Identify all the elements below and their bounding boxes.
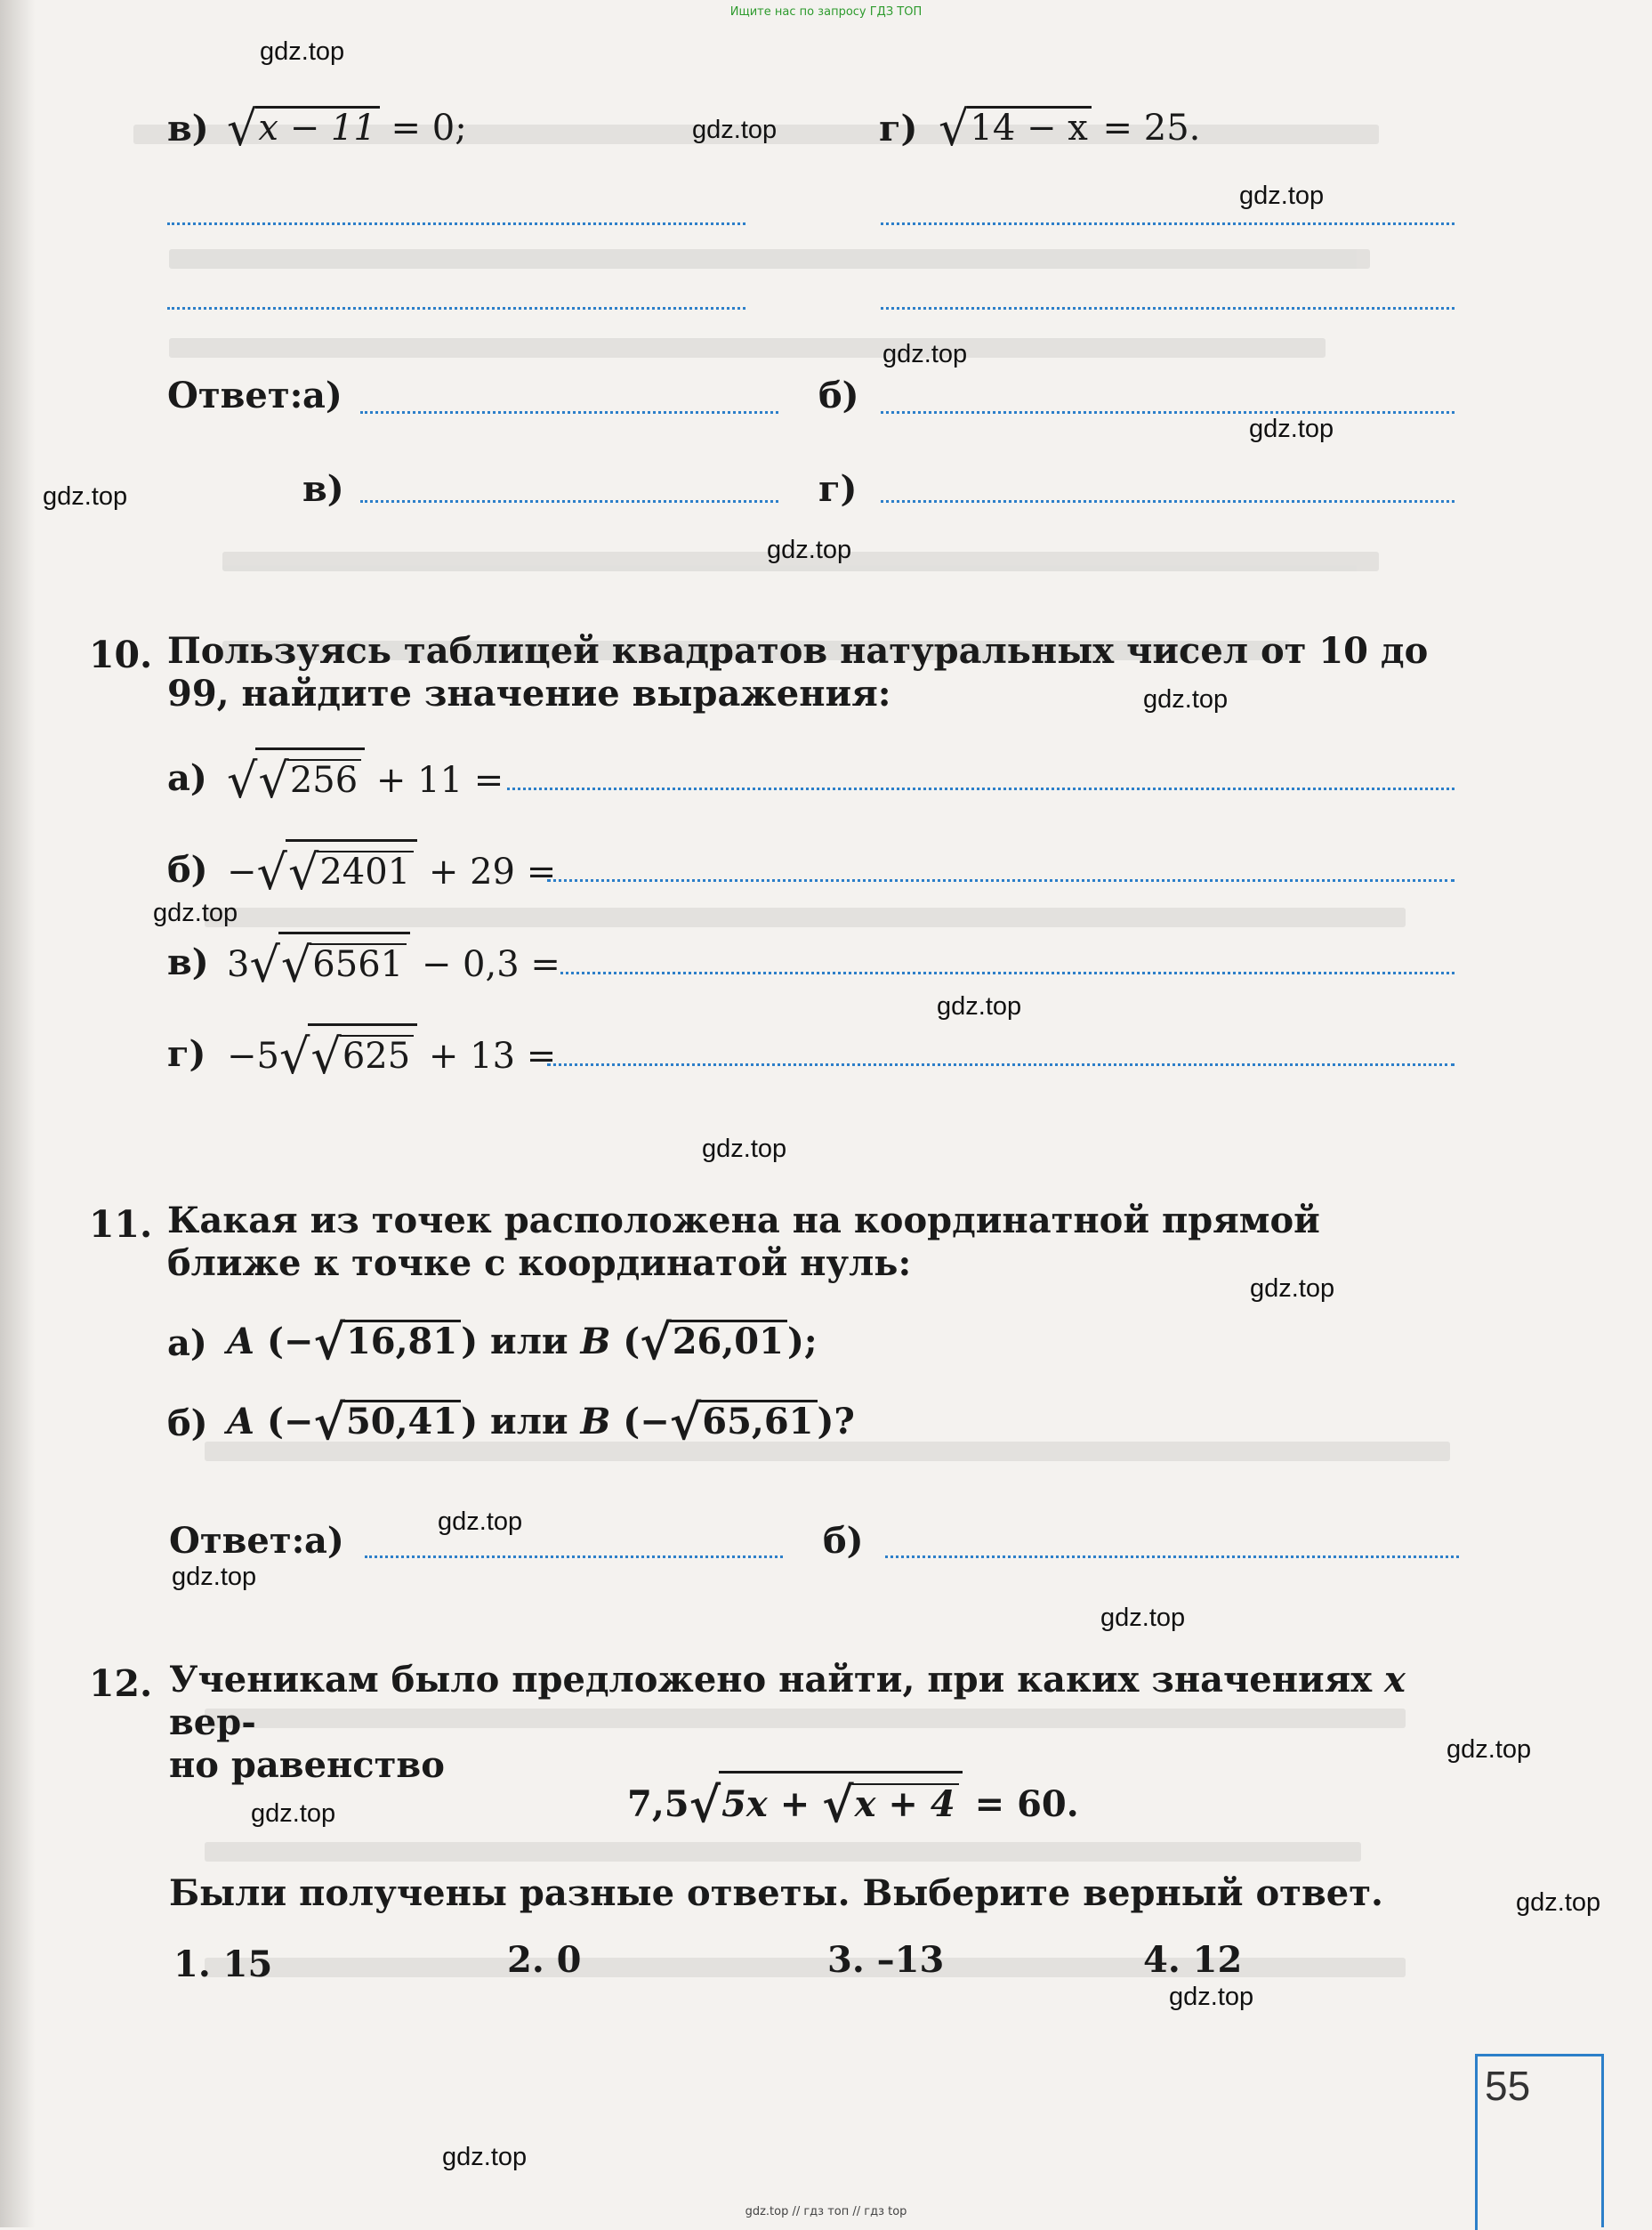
task9-v-radicand: x − 11 <box>255 106 379 146</box>
watermark: gdz.top <box>172 1563 257 1591</box>
task12-equation: 7,5√5x + √x + 4 = 60. <box>627 1771 1079 1823</box>
task11-a-expression: A (−√16,81 ) или B (√26,01 ); <box>227 1313 818 1370</box>
task9-g-expression: √14 − x = 25. <box>939 101 1201 157</box>
task11-text: Какая из точек расположена на координатной прямой ближе к точке с координатой нуль: <box>167 1200 1320 1284</box>
watermark: gdz.top <box>937 992 1022 1021</box>
task10-number: 10. <box>89 634 153 676</box>
task12-text: Ученикам было предложено найти, при каких значениях x вер- но равенство <box>169 1659 1406 1786</box>
task9-v-expression: √x − 11 = 0; <box>227 101 467 157</box>
task12-option-4[interactable]: 4. 12 <box>1143 1939 1243 1981</box>
answer-field-v[interactable] <box>360 500 778 503</box>
task11-answer-label: Ответ: <box>169 1520 305 1562</box>
task10-g-expression: −5√√625 + 13 = <box>227 1023 556 1076</box>
page-number-box-edge <box>1601 2054 1604 2227</box>
task9-answer-v: в) <box>302 468 344 510</box>
answer-field-a[interactable] <box>360 411 778 414</box>
task9-answer-label: Ответ: <box>167 375 303 416</box>
watermark: gdz.top <box>43 482 128 511</box>
watermark: gdz.top <box>1239 182 1325 210</box>
watermark: gdz.top <box>1169 1983 1254 2011</box>
task12-option-2[interactable]: 2. 0 <box>507 1939 582 1981</box>
watermark: gdz.top <box>438 1507 523 1536</box>
answer-line <box>167 222 745 225</box>
watermark: gdz.top <box>1100 1604 1186 1632</box>
task9-g-tail: = 25. <box>1102 108 1201 149</box>
watermark: gdz.top <box>1447 1735 1532 1764</box>
page-edge-shadow <box>0 0 36 2227</box>
watermark: gdz.top <box>1143 685 1229 714</box>
answer-field[interactable] <box>507 788 1455 790</box>
task11-answer-a: а) <box>304 1520 344 1562</box>
task11-a-label: а) <box>167 1322 207 1364</box>
task11-b-label: б) <box>167 1402 208 1444</box>
watermark: gdz.top <box>692 116 778 144</box>
answer-field[interactable] <box>547 1063 1455 1066</box>
answer-field[interactable] <box>547 879 1455 882</box>
answer-line <box>881 222 1455 225</box>
watermark: gdz.top <box>702 1135 787 1163</box>
answer-field-a[interactable] <box>365 1555 783 1558</box>
task9-g-radicand: 14 − x <box>967 106 1091 146</box>
watermark: gdz.top <box>251 1799 336 1828</box>
task9-g-label: г) <box>879 108 918 149</box>
task9-answer-g: г) <box>818 468 858 510</box>
site-footer-note: gdz.top // гдз топ // гдз top <box>745 2205 907 2218</box>
task11-number: 11. <box>89 1203 153 1246</box>
answer-field[interactable] <box>560 972 1455 974</box>
task12-prompt: Были получены разные ответы. Выберите верный ответ. <box>169 1872 1383 1914</box>
task10-text: Пользуясь таблицей квадратов натуральных чисел от 10 до 99, найдите значение выражения: <box>167 630 1429 715</box>
answer-line <box>881 307 1455 310</box>
task10-a-expression: √√256 + 11 = <box>227 747 504 800</box>
watermark: gdz.top <box>1516 1888 1601 1917</box>
page-number-box <box>1475 2054 1602 2230</box>
task10-g-label: г) <box>167 1033 206 1075</box>
task9-answer-b: б) <box>818 375 859 416</box>
watermark: gdz.top <box>767 536 852 564</box>
watermark: gdz.top <box>1249 415 1334 443</box>
task12-option-1[interactable]: 1. 15 <box>173 1943 273 1985</box>
task10-b-label: б) <box>167 849 208 891</box>
task10-b-expression: −√√2401 + 29 = <box>227 839 556 892</box>
page-number: 55 <box>1485 2063 1531 2109</box>
task11-answer-b: б) <box>823 1520 864 1562</box>
watermark: gdz.top <box>442 2143 528 2171</box>
task11-b-expression: A (−√50,41 ) или B (−√65,61 )? <box>227 1394 855 1450</box>
watermark: gdz.top <box>1250 1274 1335 1303</box>
task10-a-label: а) <box>167 757 207 799</box>
watermark: gdz.top <box>153 899 238 927</box>
task12-option-3[interactable]: 3. –13 <box>827 1939 945 1981</box>
watermark: gdz.top <box>260 37 345 66</box>
watermark: gdz.top <box>882 340 968 368</box>
site-header-note: Ищите нас по запросу ГДЗ ТОП <box>729 5 923 19</box>
task9-v-tail: = 0; <box>391 108 467 149</box>
answer-field-g[interactable] <box>881 500 1455 503</box>
task9-v-label: в) <box>167 108 209 149</box>
task10-v-expression: 3√√6561 − 0,3 = <box>227 932 560 984</box>
task9-answer-a: а) <box>302 375 342 416</box>
task10-v-label: в) <box>167 941 209 983</box>
answer-field-b[interactable] <box>885 1555 1459 1558</box>
task12-number: 12. <box>89 1662 153 1705</box>
answer-line <box>167 307 745 310</box>
answer-field-b[interactable] <box>881 411 1455 414</box>
